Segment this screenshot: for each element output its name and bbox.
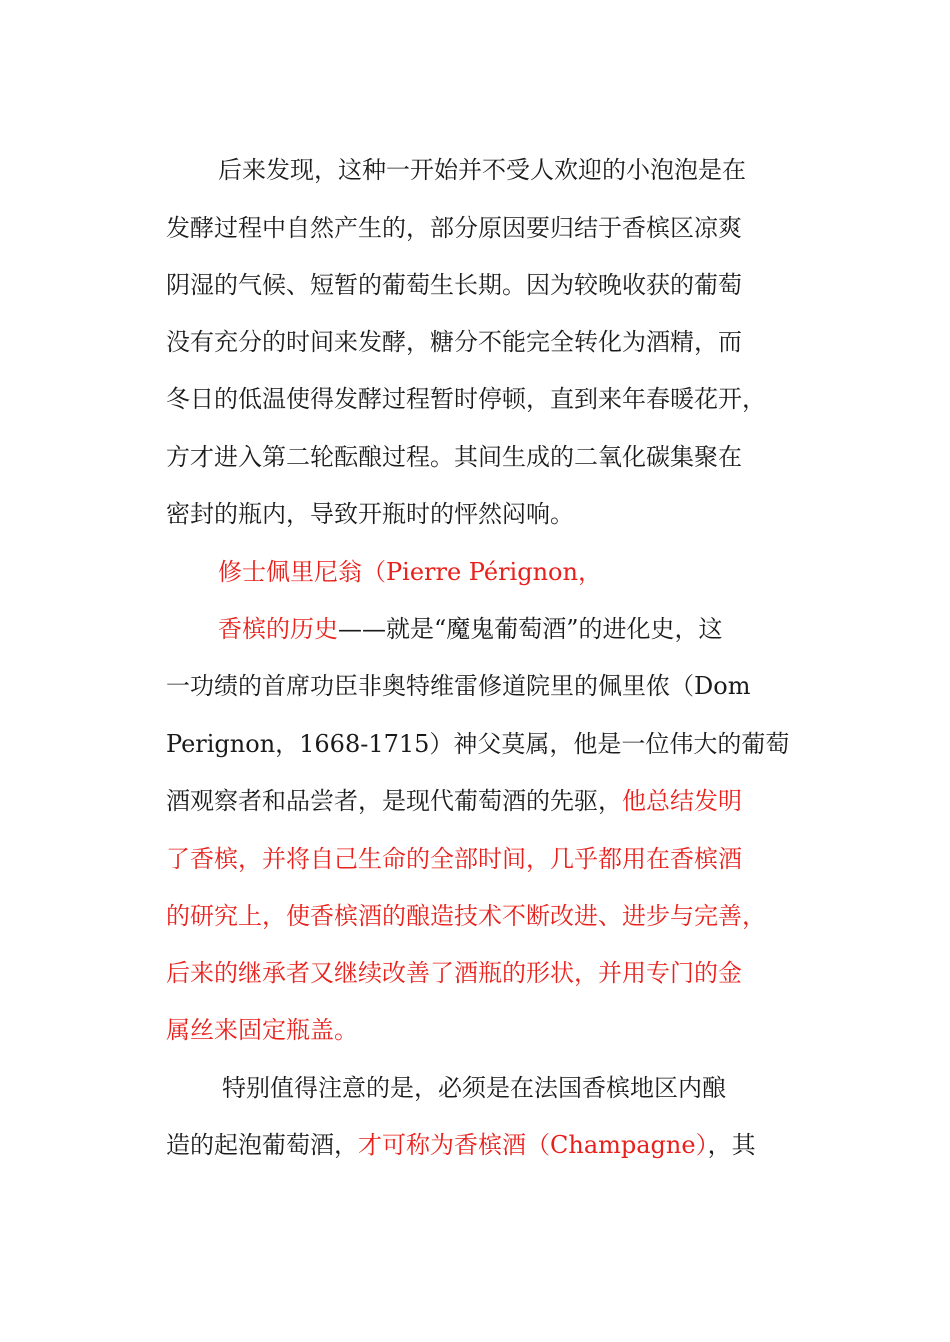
paragraph-3-line-7 — [166, 956, 790, 990]
text-run: ，其 — [707, 1131, 756, 1159]
text-run: 一功绩的首席功臣非奥特维雷修道院里的佩里侬（Dom — [166, 672, 751, 700]
text-run: 方才进入第二轮酝酿过程。其间生成的二氧化碳集聚在 — [166, 443, 742, 471]
text-run-highlight: 他总结发明 — [622, 787, 742, 815]
paragraph-3-line-1 — [218, 612, 790, 646]
text-run-highlight: 修士佩里尼翁（Pierre Pérignon， — [218, 558, 602, 586]
text-run-highlight: 才可称为香槟酒（Champagne） — [358, 1131, 708, 1159]
paragraph-1-line-1 — [218, 153, 790, 187]
paragraph-1-line-5 — [166, 382, 790, 416]
paragraph-3-line-4 — [166, 784, 790, 818]
text-run-highlight: 后来的继承者又继续改善了酒瓶的形状，并用专门的金 — [166, 959, 742, 987]
paragraph-1-line-7 — [166, 497, 790, 531]
paragraph-1-line-6 — [166, 440, 790, 474]
text-run: 发酵过程中自然产生的，部分原因要归结于香槟区凉爽 — [166, 214, 742, 242]
paragraph-1-line-2 — [166, 211, 790, 245]
paragraph-3-line-5 — [166, 842, 790, 876]
text-run: 阴湿的气候、短暂的葡萄生长期。因为较晚收获的葡萄 — [166, 271, 742, 299]
text-run-highlight: 了香槟，并将自己生命的全部时间，几乎都用在香槟酒 — [166, 845, 742, 873]
text-run-highlight: 的研究上，使香槟酒的酿造技术不断改进、进步与完善， — [166, 902, 766, 930]
text-run: Perignon，1668-1715）神父莫属，他是一位伟大的葡萄 — [166, 730, 790, 758]
text-run-highlight: 属丝来固定瓶盖。 — [166, 1016, 358, 1044]
text-run-highlight: 香槟的历史 — [218, 615, 338, 643]
paragraph-1-line-3 — [166, 268, 790, 302]
paragraph-1-line-4 — [166, 325, 790, 359]
text-run: ——就是“魔鬼葡萄酒”的进化史，这 — [338, 615, 723, 643]
text-run: 酒观察者和品尝者，是现代葡萄酒的先驱， — [166, 787, 622, 815]
paragraph-3-line-8 — [166, 1013, 790, 1047]
text-run: 没有充分的时间来发酵，糖分不能完全转化为酒精，而 — [166, 328, 742, 356]
text-run: 密封的瓶内，导致开瓶时的怦然闷响。 — [166, 500, 574, 528]
paragraph-4-line-1 — [222, 1071, 790, 1105]
text-run: 造的起泡葡萄酒， — [166, 1131, 358, 1159]
paragraph-2-line-1 — [218, 555, 790, 589]
text-run: 冬日的低温使得发酵过程暂时停顿，直到来年春暖花开， — [166, 385, 766, 413]
paragraph-3-line-2 — [166, 669, 790, 703]
text-run: 后来发现，这种一开始并不受人欢迎的小泡泡是在 — [218, 156, 746, 184]
paragraph-4-line-2 — [166, 1128, 790, 1162]
paragraph-3-line-3 — [166, 727, 790, 761]
paragraph-3-line-6 — [166, 899, 790, 933]
text-run: 特别值得注意的是，必须是在法国香槟地区内酿 — [222, 1074, 726, 1102]
